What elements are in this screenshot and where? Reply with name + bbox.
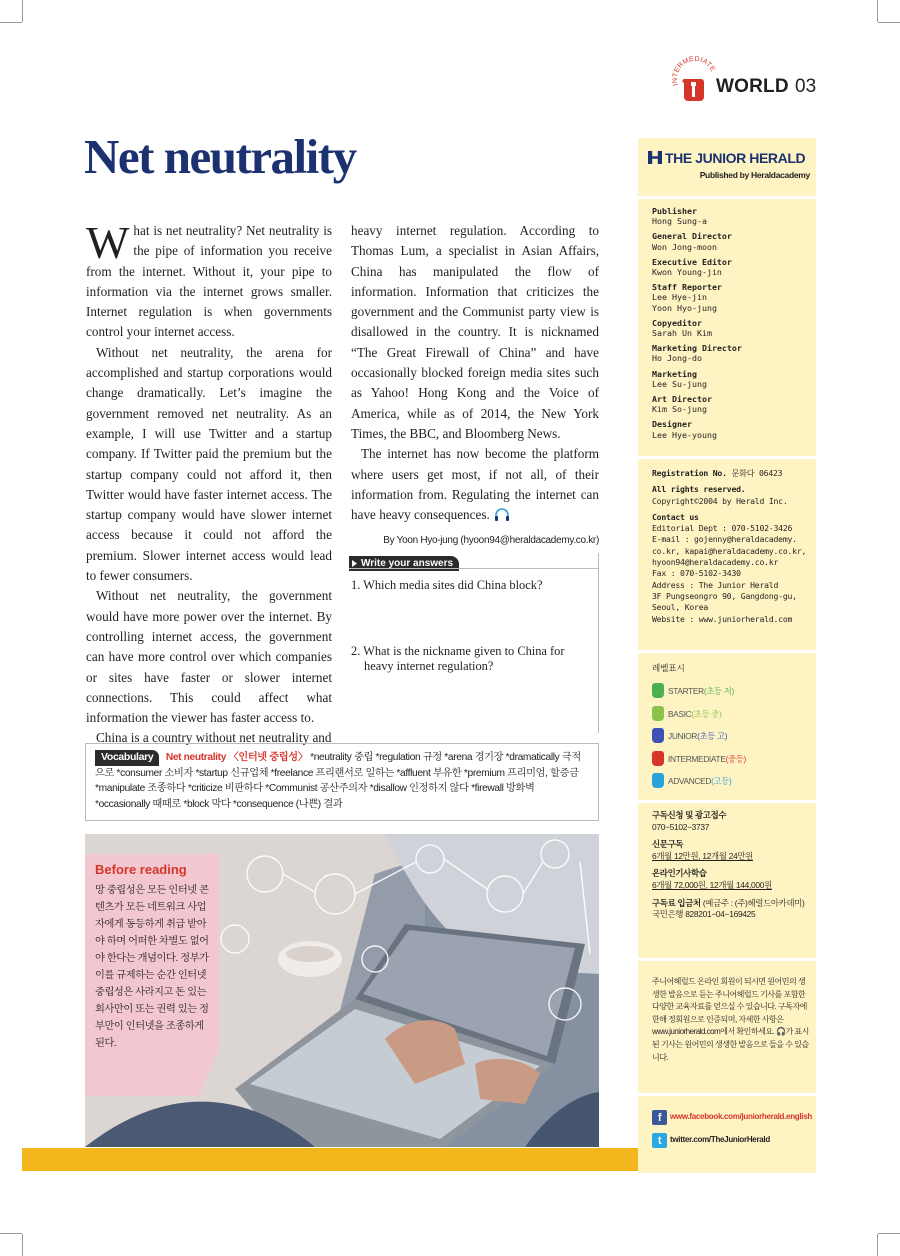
staff-name: Kwon Young-jin — [652, 267, 722, 278]
level-item: JUNIOR(초등 고) — [652, 725, 812, 748]
article-column-2 — [351, 221, 599, 552]
article-title: Net neutrality — [84, 129, 356, 184]
contact-line: E-mail : gojenny@heraldacademy. — [652, 534, 797, 545]
facebook-icon: f — [652, 1110, 667, 1125]
staff-name: Lee Hye-young — [652, 429, 717, 440]
page-number: 03 — [795, 76, 817, 97]
question-2: 2. What is the nickname given to China for heavy internet regulation? — [351, 644, 565, 673]
published-by: Published by Heraldacademy — [699, 170, 810, 180]
article-column-1 — [86, 217, 332, 749]
staff-role: Publisher — [652, 206, 697, 216]
level-legend — [652, 662, 812, 793]
staff-role: Marketing Director — [652, 343, 742, 354]
staff-name: Won Jong-moon — [652, 241, 717, 252]
staff-role: Marketing — [652, 368, 697, 379]
facebook-link[interactable]: f www.facebook.com/juniorherald.english — [652, 1108, 814, 1131]
contact-line: co.kr, kapai@heraldacademy.co.kr, — [652, 545, 807, 556]
sidebar — [638, 138, 816, 1173]
registration-info: Registration No. 문화다 06423 All rights reserved. Copyright©2004 by Herald Inc. Contact us Editorial Dept : 070-5102-3426 E-mail : gojenny@heraldacademy. co.kr, kapai@heraldacademy.co.kr, hyoon94@heraldacademy.co.kr Fax : 070-5102-3430 Address : The Junior Herald 3F Pungseongro 90, Gangdong-gu, Seoul, Korea Website : www.juniorherald.com — [652, 468, 814, 625]
hand-icon — [652, 751, 664, 766]
hand-icon — [652, 683, 664, 698]
paragraph: heavy internet regulation. According to Thomas Lum, a specialist in Asian Affairs, China has manipulated the flow of information. Information that criticizes the government and the Communist party view is disallowed in the country. It is nicknamed “The Great Firewall of China” and have occasionally blocked foreign media sites such as Yahoo! Hong Kong and the Voice of America, while as of 2014, the New York Times, the BBC, and Bloomberg News. — [351, 223, 599, 441]
dropcap: W — [86, 217, 130, 268]
write-your-answers-label: Write your answers — [349, 556, 459, 571]
vocabulary-label: Vocabulary — [95, 750, 159, 766]
staff-name: Lee Su-jung — [652, 378, 707, 389]
staff-list — [652, 206, 812, 440]
hand-icon — [652, 773, 664, 788]
level-item: STARTER(초등 저) — [652, 680, 812, 703]
paragraph: Without net neutrality, the arena for accomplished and startup corporations would change dramatically. Let’s imagine the government removed net neutrality. As an example, I will use Twitter and a startup company. If Twitter paid the premium but the startup company could not afford it, then Twitter would have faster internet access. The startup company would have slower internet access because it could not afford the premium. Slower internet access would lead to fewer consumers. — [86, 344, 332, 584]
before-reading-title: Before reading — [95, 862, 187, 877]
staff-name: Sarah Un Kim — [652, 328, 712, 339]
twitter-icon: t — [652, 1133, 667, 1148]
staff-name: Lee Hye-jin — [652, 292, 707, 303]
staff-role: General Director — [652, 231, 732, 242]
section-label: WORLD — [716, 76, 789, 97]
staff-name: Kim So-jung — [652, 404, 707, 415]
headphones-icon[interactable] — [494, 508, 510, 521]
vocabulary-headword: Net neutrality 〈인터넷 중립성〉 — [165, 752, 308, 763]
write-your-answers-box — [349, 553, 599, 733]
junior-herald-logo: THE JUNIOR HERALD — [648, 150, 810, 166]
hand-icon — [652, 728, 664, 743]
contact-line: Seoul, Korea — [652, 602, 709, 613]
hand-icon — [670, 55, 720, 105]
herald-logo-icon — [648, 151, 662, 164]
subscription-info: 구독신청 및 광고접수 070−5102−3737 신문구독 6개월 12만원, 12개월 24만원 온라인기사학습 6개월 72,000원, 12개월 144,000원 구독료 입금처 (예금주 : (주)헤럴드아카데미) 국민은행 828201−04−169425 — [652, 810, 805, 920]
staff-name: Hong Sung-a — [652, 216, 707, 227]
membership-note: 주니어헤럴드 온라인 회원이 되시면 원어민의 생생한 발음으로 듣는 주니어헤럴드 기사를 포함한 다양한 교육자료를 얻으실 수 있습니다. 구독자에 한해 정회원으로 인증되며, 자세한 사항은 www.juniorherald.com에서 확인하세요. 🎧가 표시된 기사는 원어민의 생생한 발음으로 들을 수 있습니다. — [652, 977, 809, 1062]
contact-line: Fax : 070-5102-3430 — [652, 568, 741, 579]
svg-text:INTERMEDIATE: INTERMEDIATE — [671, 55, 717, 87]
paragraph: The internet has now become the platform where users get most, if not all, of their information from. Regulating the internet can have heavy consequences. — [351, 446, 599, 523]
laptop-photo — [85, 834, 599, 1147]
social-links — [652, 1108, 814, 1154]
contact-line: hyoon94@heraldacademy.co.kr — [652, 557, 779, 568]
level-item: BASIC(초등 중) — [652, 703, 812, 726]
footer-stripe — [22, 1148, 638, 1171]
contact-line: Website : www.juniorherald.com — [652, 613, 793, 624]
staff-role: Executive Editor — [652, 256, 732, 267]
twitter-link[interactable]: t twitter.com/TheJuniorHerald — [652, 1131, 814, 1154]
vocabulary-box — [85, 743, 599, 821]
before-reading-box — [85, 854, 219, 1049]
paragraph: hat is net neutrality? Net neutrality is the pipe of information you receive from the internet. Without it, your pipe to information via the internet grows smaller. Internet regulation is when governments control your internet access. — [86, 223, 332, 340]
paragraph: Without net neutrality, the government would have more power over the internet. By controlling internet access, the government can have more control over which companies or sites have faster or slower internet connections. This could affect what information the viewer has faster access to. — [86, 588, 332, 726]
staff-role: Designer — [652, 419, 692, 430]
staff-role: Art Director — [652, 394, 712, 405]
contact-line: Editorial Dept : 070-5102-3426 — [652, 523, 793, 534]
staff-role: Copyeditor — [652, 317, 702, 328]
contact-line: 3F Pungseongro 90, Gangdong-gu, — [652, 590, 797, 601]
level-item: INTERMEDIATE(중등) — [652, 748, 812, 771]
staff-name: Ho Jong-do — [652, 353, 702, 364]
intermediate-level-badge — [670, 55, 720, 105]
contact-line: Address : The Junior Herald — [652, 579, 779, 590]
paragraph: China is a country without net neutrality and — [96, 730, 332, 746]
question-1: 1. Which media sites did China block? — [351, 578, 543, 592]
hand-icon — [652, 706, 664, 721]
before-reading-text: 망 중립성은 모든 인터넷 콘텐츠가 모든 네트워크 사업자에게 동등하게 취급 받아야 하며 어떠한 차별도 없어야 한다는 개념이다. 정부가 이를 규제하는 순간 인터넷 중립성은 사라지고 돈 있는 회사만이 또는 권력 있는 정부만이 인터넷을 조종하게 된다. — [95, 885, 209, 1049]
staff-role: Staff Reporter — [652, 282, 722, 293]
vocabulary-entries: *neutrality 중립 *regulation 규정 *arena 경기장 *dramatically 극적으로 *consumer 소비자 *startup 신규업체 *freelance 프리랜서로 일하는 *affluent 부유한 *premium 프리미엄, 할증금 *manipulate 조종하다 *criticize 비판하다 *Communist 공산주의자 *disallow 인정하지 않다 *firewall 방화벽 *occasionally 때때로 *block 막다 *consequence (나쁜) 결과 — [95, 752, 581, 810]
level-item: ADVANCED(고등) — [652, 770, 812, 793]
staff-name: Yoon Hyo-jung — [652, 302, 717, 313]
byline: By Yoon Hyo-jung (hyoon94@heraldacademy.co.kr) — [383, 535, 599, 547]
levels-title: 레벨표시 — [652, 663, 685, 673]
